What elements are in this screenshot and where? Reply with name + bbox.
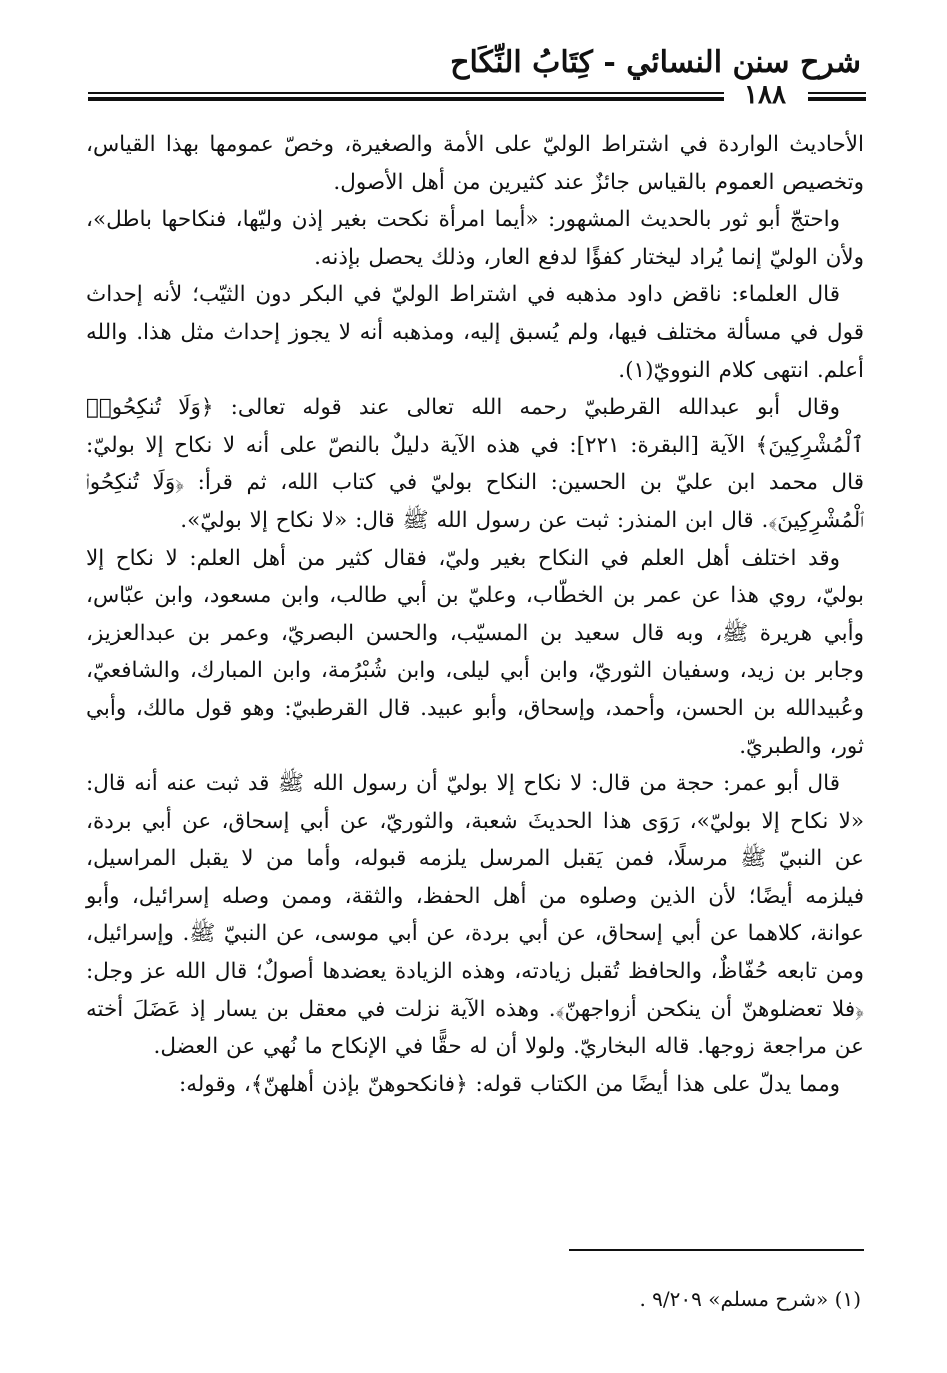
footnote-separator (569, 1249, 864, 1251)
footnote-1: (١) «شرح مسلم» ٩/٢٠٩ . (639, 1287, 861, 1311)
header-rule-right-thick (808, 97, 866, 101)
header-rule-left-thin (88, 92, 724, 94)
paragraph-7: ومما يدلّ على هذا أيضًا من الكتاب قوله: ﴿فانكحوهنّ بإذن أهلهنّ﴾، وقوله: (178, 1071, 840, 1097)
paragraph-2: واحتجّ أبو ثور بالحديث المشهور: «أيما امرأة نكحت بغير إذن وليّها، فنكاحها باطل»، ولأن الوليّ إنما يُراد ليختار كفؤًا لدفع العار، وذلك يحصل بإذنه. (86, 207, 864, 270)
main-text (86, 126, 864, 1103)
paragraph-1: الأحاديث الواردة في اشتراط الوليّ على الأمة والصغيرة، وخصّ عمومها بهذا القياس، وتخصيص العموم بالقياس جائزٌ عند كثيرين من أهل الأصول. (86, 132, 864, 195)
header-rule-right-thin (808, 92, 866, 94)
page-number: ١٨٨ (744, 80, 786, 110)
paragraph-4: وقال أبو عبدالله القرطبيّ رحمه الله تعالى عند قوله تعالى: ﴿وَلَا تُنكِحُوا۟ ٱلْمُشْرِكِينَ﴾ الآية [البقرة: ٢٢١]: في هذه الآية دليلٌ بالنصّ على أنه لا نكاح إلا بوليّ: قال محمد ابن عليّ بن الحسين: النكاح بوليّ في كتاب الله، ثم قرأ: ﴿وَلَا تُنكِحُوا۟ ٱلْمُشْرِكِينَ﴾. قال ابن المنذر: ثبت عن رسول الله ﷺ قال: «لا نكاح إلا بوليّ». (86, 395, 864, 533)
paragraph-5: وقد اختلف أهل العلم في النكاح بغير وليّ، فقال كثير من أهل العلم: لا نكاح إلا بوليّ، روي هذا عن عمر بن الخطّاب، وعليّ بن أبي طالب، وابن مسعود، وابن عبّاس، وأبي هريرة ﷺ، وبه قال سعيد بن المسيّب، والحسن البصريّ، وعمر بن عبدالعزيز، وجابر بن زيد، وسفيان الثوريّ، وابن أبي ليلى، وابن شُبْرُمة، وابن المبارك، والشافعيّ، وعُبيدالله بن الحسن، وأحمد، وإسحاق، وأبو عبيد. قال القرطبيّ: وهو قول مالك، وأبي ثور، والطبريّ. (86, 545, 864, 759)
running-title: شرح سنن النسائي - كِتَابُ النِّكَاح (450, 45, 861, 80)
paragraph-6: قال أبو عمر: حجة من قال: لا نكاح إلا بوليّ أن رسول الله ﷺ قد ثبت عنه أنه قال: «لا نكاح إلا بوليّ»، رَوَى هذا الحديثَ شعبة، والثوريّ، عن أبي إسحاق، عن أبي بردة، عن النبيّ ﷺ مرسلًا، فمن يَقبل المرسل يلزمه قبوله، وأما من لا يقبل المراسيل، فيلزمه أيضًا؛ لأن الذين وصلوه من أهل الحفظ، والثقة، وممن وصله إسرائيل، وأبو عوانة، كلاهما عن أبي إسحاق، عن أبي بردة، عن أبي موسى، عن النبيّ ﷺ. وإسرائيل، ومن تابعه حُفّاظٌ، والحافظ تُقبل زيادته، وهذه الزيادة يعضدها أصولٌ؛ قال الله عز وجل: ﴿فلا تعضلوهنّ أن ينكحن أزواجهنّ﴾. وهذه الآية نزلت في معقل بن يسار إذ عَضَلَ أخته عن مراجعة زوجها. قاله البخاريّ. ولولا أن له حقًّا في الإنكاح ما نُهي عن العضل. (86, 771, 864, 1060)
paragraph-3: قال العلماء: ناقض داود مذهبه في اشتراط الوليّ في البكر دون الثيّب؛ لأنه إحداث قول في مسألة مختلف فيها، ولم يُسبق إليه، ومذهبه أنه لا يجوز إحداث مثل هذا. والله أعلم. انتهى كلام النوويّ(١). (86, 282, 864, 383)
header-rule-left-thick (88, 97, 724, 101)
